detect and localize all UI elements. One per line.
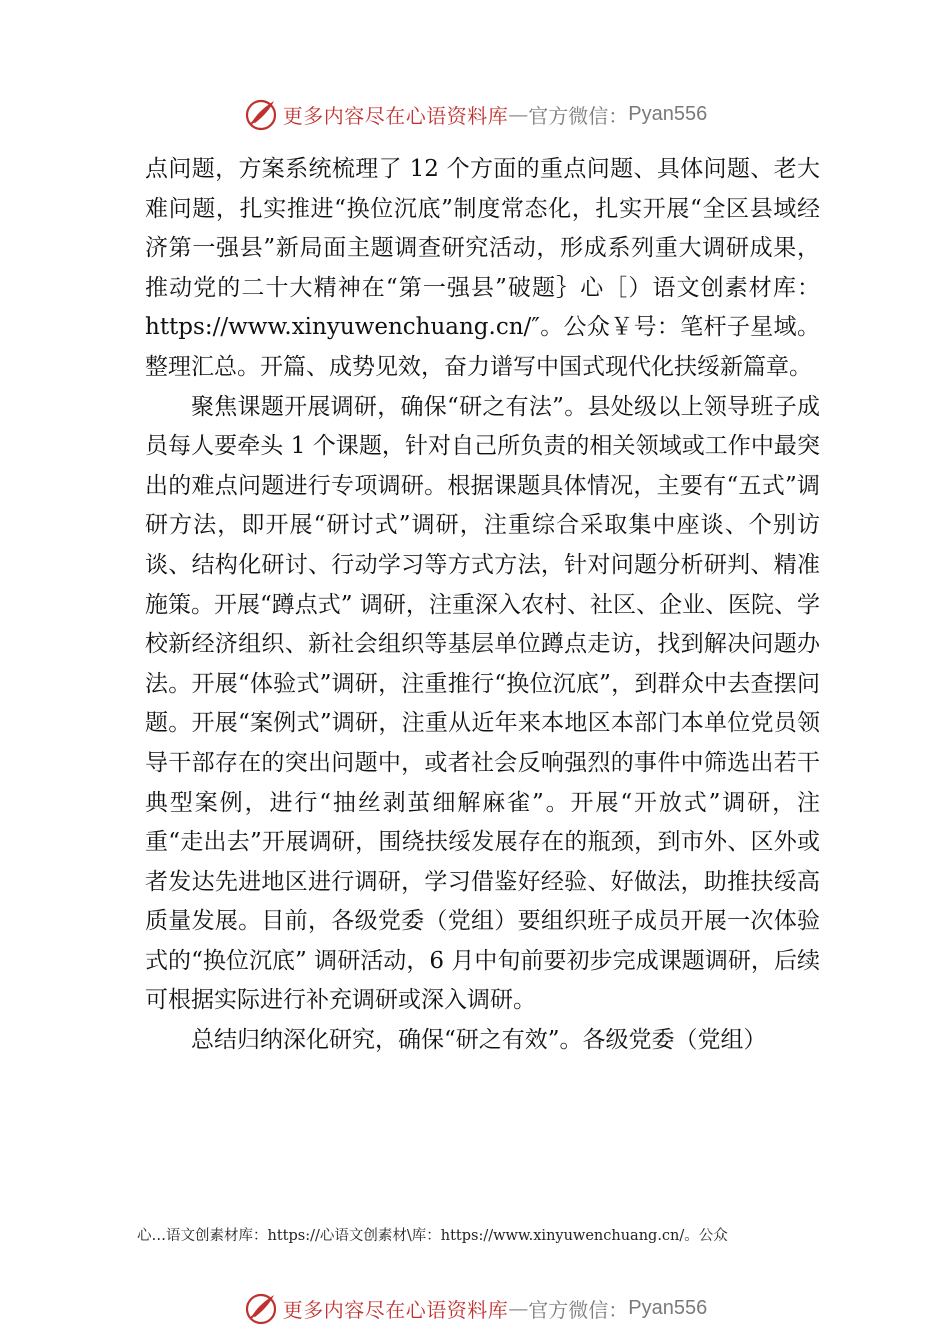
banner-wechat-label: 官方微信： xyxy=(528,103,629,128)
banner-title: 更多内容尽在心语资料库 xyxy=(282,103,509,128)
banner-wechat-id: Pyan556 xyxy=(628,1296,708,1319)
banner-wechat-id: Pyan556 xyxy=(628,102,708,125)
quill-logo-icon xyxy=(243,96,279,132)
banner-title: 更多内容尽在心语资料库 xyxy=(282,1297,509,1322)
banner-wechat-label: 官方微信： xyxy=(528,1297,629,1322)
banner-separator: — xyxy=(508,102,529,126)
document-body xyxy=(145,150,820,1061)
paragraph-1: 点问题，方案系统梳理了 12 个方面的重点问题、具体问题、老大难问题，扎实推进“换位沉底”制度常态化，扎实开展“全区县域经济第一强县”新局面主题调查研究活动，形成系列重大调研成果，推动党的二十大精神在“第一强县”破题｝心［）语文创素材库：https://www.xinyuwenchuang.cn/″。公众￥号：笔杆子星域。整理汇总。开篇、成势见效，奋力谱写中国式现代化扶绥新篇章。 xyxy=(145,156,820,380)
footer-text: 心…语文创素材库：https://心语文创素材\库：https://www.xinyuwenchuang.cn/。公众 xyxy=(137,1228,728,1244)
paragraph-2: 聚焦课题开展调研，确保“研之有法”。县处级以上领导班子成员每人要牵头 1 个课题，针对自己所负责的相关领域或工作中最突出的难点问题进行专项调研。根据课题具体情况，主要有“五式”调研方法，即开展“研讨式”调研，注重综合采取集中座谈、个别访谈、结构化研讨、行动学习等方式方法，针对问题分析研判、精准施策。开展“蹲点式” 调研，注重深入农村、社区、企业、医院、学校新经济组织、新社会组织等基层单位蹲点走访，找到解决问题办法。开展“体验式”调研，注重推行“换位沉底”，到群众中去查摆问题。开展“案例式”调研，注重从近年来本地区本部门本单位党员领导干部存在的突出问题中，或者社会反响强烈的事件中筛选出若干典型案例，进行“抽丝剥茧细解麻雀”。开展“开放式”调研，注重“走出去”开展调研，围绕扶绥发展存在的瓶颈，到市外、区外或者发达先进地区进行调研，学习借鉴好经验、好做法，助推扶绥高质量发展。目前，各级党委（党组）要组织班子成员开展一次体验式的“换位沉底” 调研活动，6 月中旬前要初步完成课题调研，后续可根据实际进行补充调研或深入调研。 xyxy=(145,393,820,1014)
footer-banner xyxy=(0,1288,950,1328)
paragraph-3: 总结归纳深化研究，确保“研之有效”。各级党委（党组） xyxy=(191,1027,767,1054)
header-banner xyxy=(0,94,950,134)
quill-logo-icon xyxy=(243,1290,279,1326)
banner-separator: — xyxy=(508,1296,529,1320)
